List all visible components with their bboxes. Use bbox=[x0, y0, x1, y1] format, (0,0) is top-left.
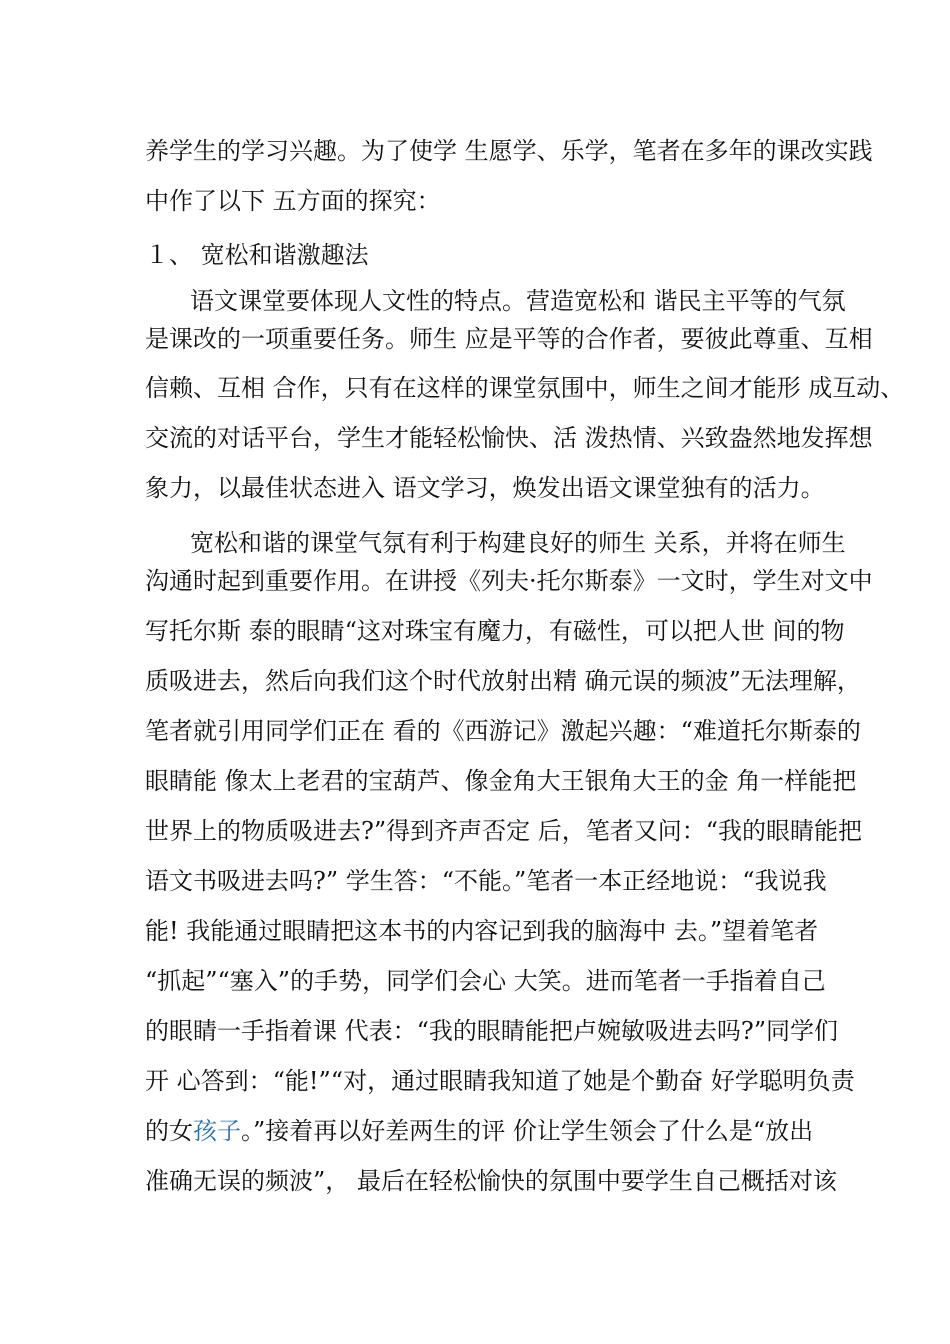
paragraph-line: 语文课堂要体现人文性的特点。营造宽松和 谐民主平等的气氛 bbox=[190, 287, 846, 315]
hyperlink-text[interactable]: 孩子 bbox=[193, 1117, 241, 1145]
paragraph-line: 写托尔斯 泰的眼睛“这对珠宝有魔力，有磁性，可以把人世 间的物 bbox=[145, 617, 845, 645]
paragraph-line: 眼睛能 像太上老君的宝葫芦、像金角大王银角大王的金 角一样能把 bbox=[145, 767, 857, 795]
paragraph-line: 的眼睛一手指着课 代表：“我的眼睛能把卢婉敏吸进去吗?”同学们 bbox=[145, 1017, 839, 1045]
paragraph-line: 交流的对话平台，学生才能轻松愉快、活 泼热情、兴致盎然地发挥想 bbox=[145, 424, 873, 452]
paragraph-line: 语文书吸进去吗?” 学生答：“不能。”笔者一本正经地说：“我说我 bbox=[145, 867, 827, 895]
paragraph-line: 世界上的物质吸进去?”得到齐声否定 后，笔者又问：“我的眼睛能把 bbox=[145, 817, 863, 845]
paragraph-line: 质吸进去，然后向我们这个时代放射出精 确元误的频波”无法理解， bbox=[145, 667, 861, 695]
paragraph-line: 中作了以下 五方面的探究： bbox=[145, 187, 441, 215]
paragraph-line: 沟通时起到重要作用。在讲授《列夫·托尔斯泰》一文时，学生对文中 bbox=[145, 567, 873, 595]
paragraph-line bbox=[145, 1119, 813, 1143]
paragraph-line: 宽松和谐的课堂气氛有利于构建良好的师生 关系，并将在师生 bbox=[190, 529, 846, 557]
paragraph-line: 养学生的学习兴趣。为了使学 生愿学、乐学，笔者在多年的课改实践 bbox=[145, 137, 873, 165]
paragraph-line: 象力，以最佳状态进入 语文学习，焕发出语文课堂独有的活力。 bbox=[145, 474, 825, 502]
line-text-before-link: 的女 bbox=[145, 1117, 193, 1145]
paragraph-line: 开 心答到：“能!”“对，通过眼睛我知道了她是个勤奋 好学聪明负责 bbox=[145, 1067, 855, 1095]
section-heading: １、 宽松和谐激趣法 bbox=[145, 241, 369, 269]
paragraph-line: 信赖、互相 合作，只有在这样的课堂氛围中，师生之间才能形 成互动、 bbox=[145, 374, 905, 402]
paragraph-line: 准确无误的频波”， 最后在轻松愉快的氛围中要学生自己概括对该 bbox=[145, 1167, 837, 1195]
paragraph-line: 能! 我能通过眼睛把这本书的内容记到我的脑海中 去。”望着笔者 bbox=[145, 917, 819, 945]
paragraph-line: 笔者就引用同学们正在 看的《西游记》激起兴趣：“难道托尔斯泰的 bbox=[145, 717, 861, 745]
line-text-after-link: 。”接着再以好差两生的评 价让学生领会了什么是“放出 bbox=[241, 1117, 814, 1145]
paragraph-line: “抓起”“塞入”的手势，同学们会心 大笑。进而笔者一手指着自己 bbox=[145, 967, 826, 995]
paragraph-line: 是课改的一项重要任务。师生 应是平等的合作者，要彼此尊重、互相 bbox=[145, 325, 873, 353]
